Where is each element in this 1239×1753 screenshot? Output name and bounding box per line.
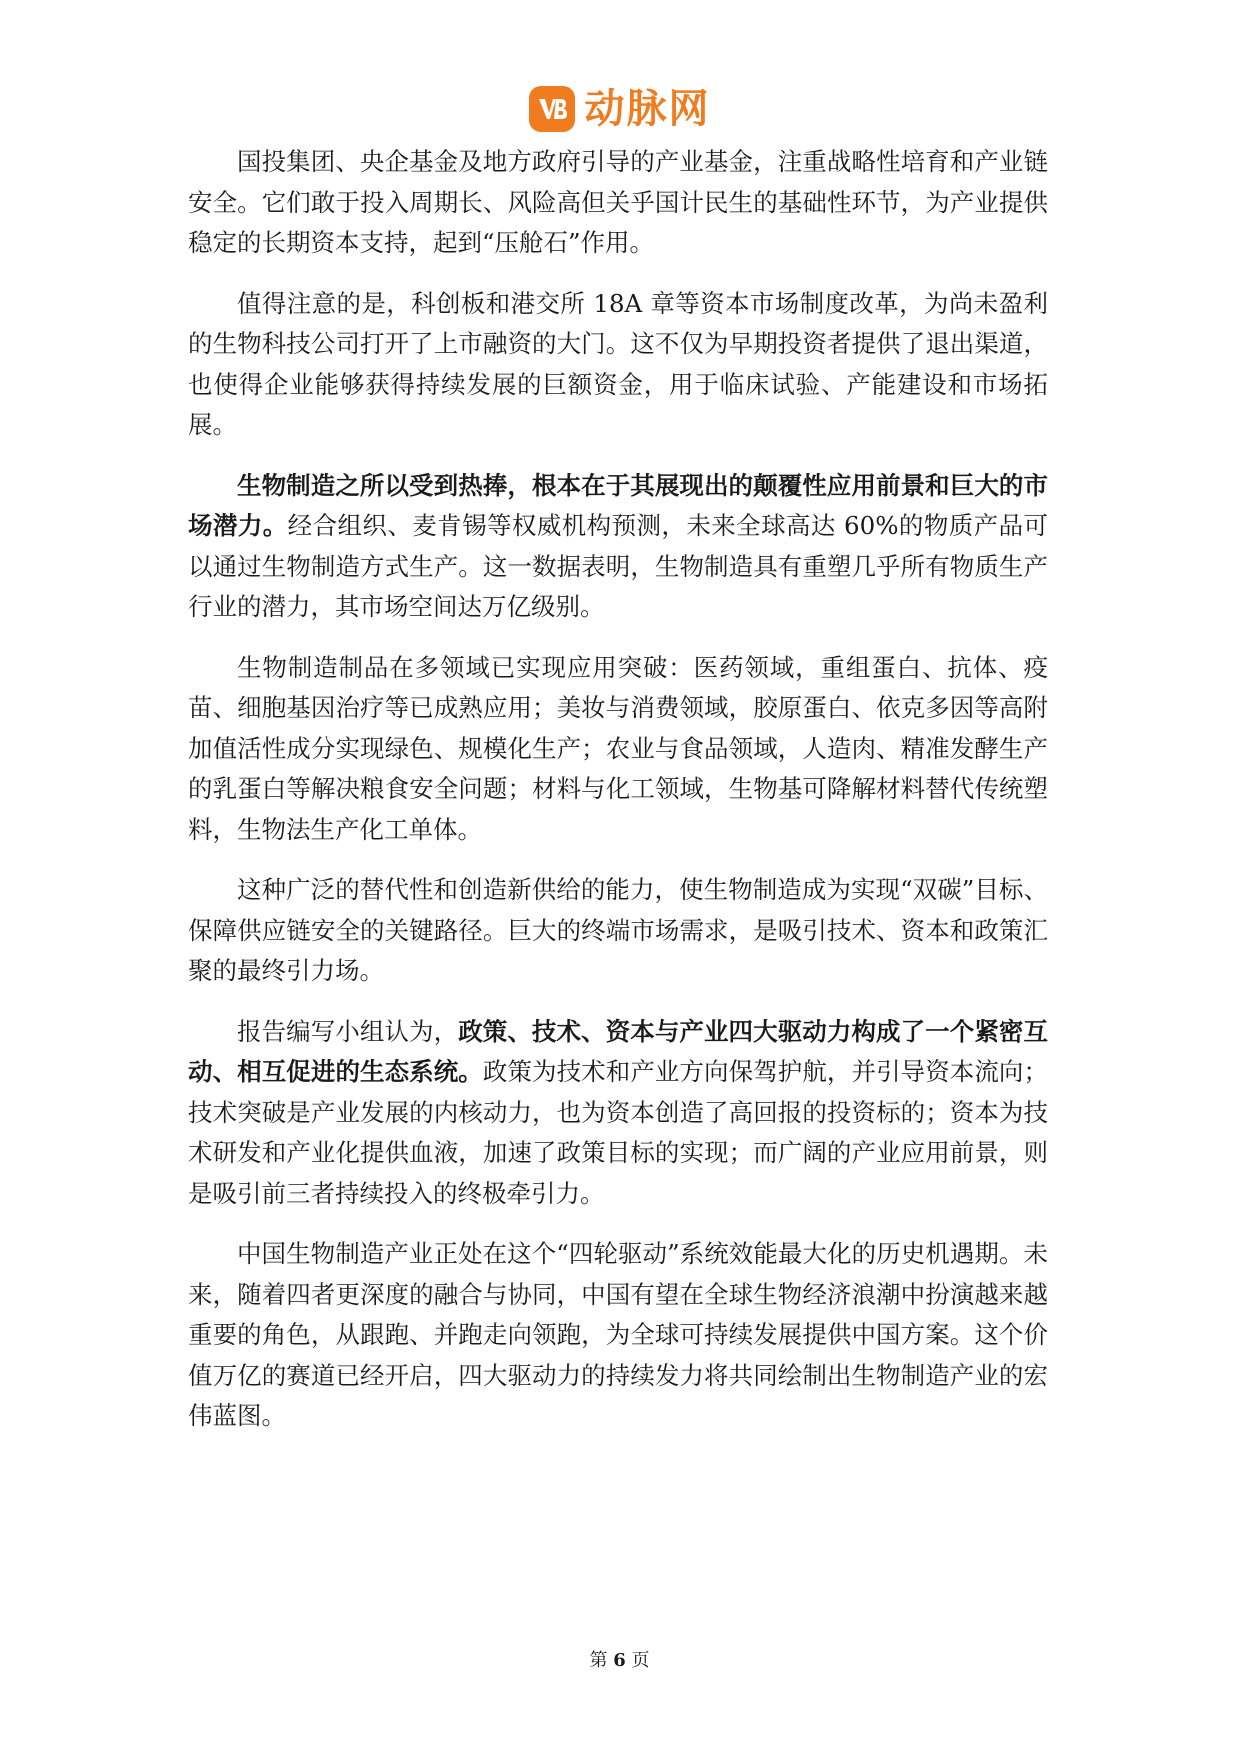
document-body xyxy=(188,142,1048,1457)
paragraph-3: 生物制造之所以受到热捧，根本在于其展现出的颠覆性应用前景和巨大的市场潜力。经合组织、麦肯锡等权威机构预测，未来全球高达 60%的物质产品可以通过生物制造方式生产。这一数据表明，生物制造具有重塑几乎所有物质生产行业的潜力，其市场空间达万亿级别。 xyxy=(188,470,1048,621)
paragraph-2: 值得注意的是，科创板和港交所 18A 章等资本市场制度改革，为尚未盈利的生物科技公司打开了上市融资的大门。这不仅为早期投资者提供了退出渠道，也使得企业能够获得持续发展的巨额资金，用于临床试验、产能建设和市场拓展。 xyxy=(188,288,1048,439)
vb-logo-icon xyxy=(529,86,575,132)
paragraph-1: 国投集团、央企基金及地方政府引导的产业基金，注重战略性培育和产业链安全。它们敢于投入周期长、风险高但关乎国计民生的基础性环节，为产业提供稳定的长期资本支持，起到“压舱石”作用。 xyxy=(188,147,1048,257)
paragraph-4: 生物制造制品在多领域已实现应用突破：医药领域，重组蛋白、抗体、疫苗、细胞基因治疗等已成熟应用；美妆与消费领域，胶原蛋白、依克多因等高附加值活性成分实现绿色、规模化生产；农业与食品领域，人造肉、精准发酵生产的乳蛋白等解决粮食安全问题；材料与化工领域，生物基可降解材料替代传统塑料，生物法生产化工单体。 xyxy=(188,652,1048,844)
paragraph-7: 中国生物制造产业正处在这个“四轮驱动”系统效能最大化的历史机遇期。未来，随着四者更深度的融合与协同，中国有望在全球生物经济浪潮中扮演越来越重要的角色，从跟跑、并跑走向领跑，为全球可持续发展提供中国方案。这个价值万亿的赛道已经开启，四大驱动力的持续发力将共同绘制出生物制造产业的宏伟蓝图。 xyxy=(188,1239,1048,1430)
paragraph-6-bold-lead: 政策、技术、资本与产业四大驱动力构成了一个紧密互动、相互促进的生态系统。 xyxy=(188,1016,1048,1086)
page-number: 第 6 页 xyxy=(589,1650,650,1671)
paragraph-3-bold-lead: 生物制造之所以受到热捧，根本在于其展现出的颠覆性应用前景和巨大的市场潜力。 xyxy=(188,470,1048,540)
brand-logo xyxy=(529,86,711,132)
logo-text: 动脉网 xyxy=(584,86,711,132)
paragraph-6: 报告编写小组认为，政策、技术、资本与产业四大驱动力构成了一个紧密互动、相互促进的生态系统。政策为技术和产业方向保驾护航，并引导资本流向；技术突破是产业发展的内核动力，也为资本创造了高回报的投资标的；资本为技术研发和产业化提供血液，加速了政策目标的实现；而广阔的产业应用前景，则是吸引前三者持续投入的终极牵引力。 xyxy=(188,1016,1049,1208)
paragraph-5: 这种广泛的替代性和创造新供给的能力，使生物制造成为实现“双碳”目标、保障供应链安全的关键路径。巨大的终端市场需求，是吸引技术、资本和政策汇聚的最终引力场。 xyxy=(188,875,1048,985)
page-header xyxy=(0,86,1239,132)
